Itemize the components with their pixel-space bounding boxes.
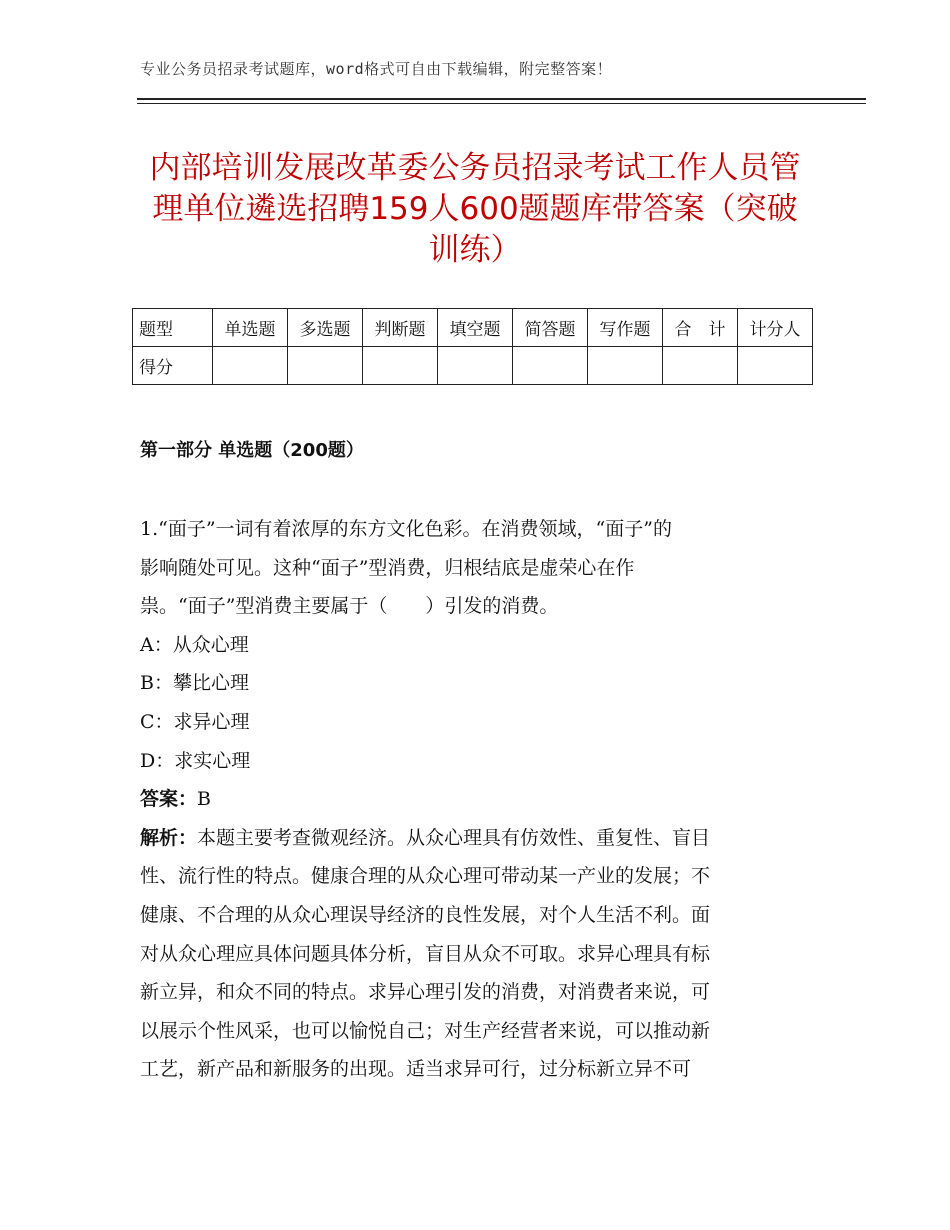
analysis-line xyxy=(140,819,800,858)
analysis-text: 本题主要考查微观经济。从众心理具有仿效性、重复性、盲目 xyxy=(197,826,711,849)
score-cell-empty xyxy=(738,347,813,385)
score-cell-single: 单选题 xyxy=(213,309,288,347)
score-table-header-row xyxy=(133,309,813,347)
score-table-score-row xyxy=(133,347,813,385)
score-cell-judge: 判断题 xyxy=(363,309,438,347)
score-cell-short: 简答题 xyxy=(513,309,588,347)
score-cell-empty xyxy=(513,347,588,385)
header-rule-thick xyxy=(137,98,866,100)
analysis-line: 工艺，新产品和新服务的出现。适当求异可行，过分标新立异不可 xyxy=(140,1058,692,1081)
analysis-label: 解析： xyxy=(140,826,198,849)
score-cell-scorer: 计分人 xyxy=(738,309,813,347)
score-cell-empty xyxy=(288,347,363,385)
option-a: A：从众心理 xyxy=(140,633,249,656)
analysis-line: 以展示个性风采，也可以愉悦自己；对生产经营者来说，可以推动新 xyxy=(140,1019,711,1042)
score-cell-empty xyxy=(363,347,438,385)
score-cell-writing: 写作题 xyxy=(588,309,663,347)
answer-line xyxy=(140,780,800,819)
header-note: 专业公务员招录考试题库，word格式可自由下载编辑，附完整答案！ xyxy=(140,60,613,78)
score-cell-fill: 填空题 xyxy=(438,309,513,347)
question-stem-line: 1.“面子”一词有着浓厚的东方文化色彩。在消费领域，“面子”的 xyxy=(140,518,672,540)
score-cell-empty xyxy=(588,347,663,385)
analysis-line: 对从众心理应具体问题具体分析，盲目从众不可取。求异心理具有标 xyxy=(140,942,711,965)
score-table xyxy=(132,308,813,385)
question-stem-line: 影响随处可见。这种“面子”型消费，归根结底是虚荣心在作 xyxy=(140,556,635,579)
header-rule-thin xyxy=(137,103,866,104)
option-c: C：求异心理 xyxy=(140,710,250,733)
answer-value: B xyxy=(197,788,211,811)
analysis-line: 健康、不合理的从众心理误导经济的良性发展，对个人生活不利。面 xyxy=(140,903,711,926)
question-stem-line: 祟。“面子”型消费主要属于（ ）引发的消费。 xyxy=(140,595,559,618)
analysis-line: 新立异，和众不同的特点。求异心理引发的消费，对消费者来说，可 xyxy=(140,981,711,1004)
score-cell-empty xyxy=(438,347,513,385)
option-b: B：攀比心理 xyxy=(140,672,249,695)
score-cell-type: 题型 xyxy=(133,309,213,347)
score-cell-total: 合 计 xyxy=(663,309,738,347)
document-title: 内部培训发展改革委公务员招录考试工作人员管理单位遴选招聘159人600题题库带答案（突破训练） xyxy=(149,150,801,268)
score-cell-empty xyxy=(213,347,288,385)
score-cell-label: 得分 xyxy=(133,347,213,385)
analysis-line: 性、流行性的特点。健康合理的从众心理可带动某一产业的发展；不 xyxy=(140,865,711,888)
section-heading: 第一部分 单选题（200题） xyxy=(140,440,364,461)
option-d: D：求实心理 xyxy=(140,749,251,772)
score-cell-empty xyxy=(663,347,738,385)
question-block xyxy=(140,510,800,1089)
score-cell-multi: 多选题 xyxy=(288,309,363,347)
answer-label: 答案： xyxy=(140,788,198,811)
